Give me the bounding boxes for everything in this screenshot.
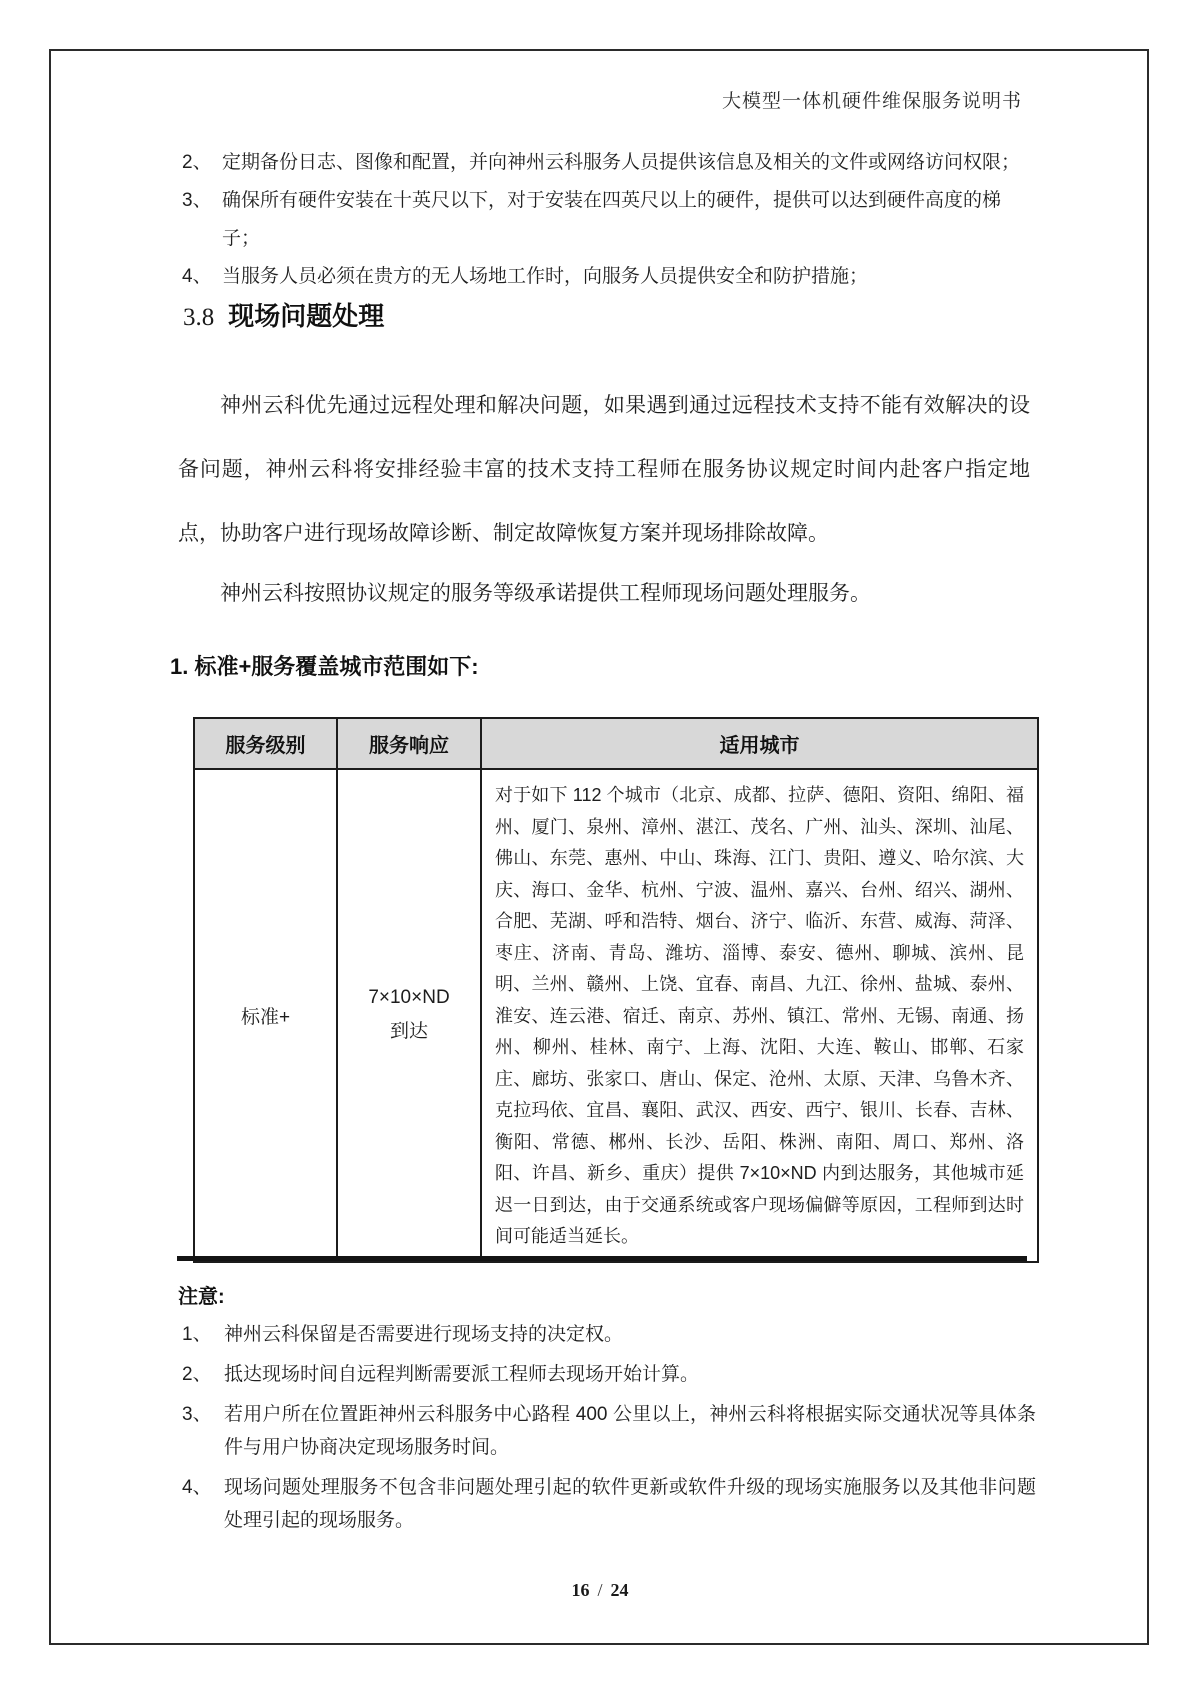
list-item <box>182 144 1032 182</box>
note-number: 1、 <box>182 1324 212 1345</box>
response-line: 到达 <box>389 1021 428 1043</box>
table-row <box>194 769 1038 1262</box>
list-item <box>182 258 1032 296</box>
section-title: 现场问题处理 <box>228 301 385 331</box>
response-line: 7×10×ND <box>368 987 450 1009</box>
list-item-number: 3、 <box>182 190 212 211</box>
service-coverage-table <box>193 717 1039 1263</box>
current-page-number: 16 <box>571 1580 590 1600</box>
section-divider <box>177 1256 1027 1261</box>
page-footer <box>0 1580 1200 1601</box>
list-item-text: 定期备份日志、图像和配置，并向神州云科服务人员提供该信息及相关的文件或网络访问权限； <box>222 152 1021 173</box>
list-item <box>182 182 1032 258</box>
note-text: 若用户所在位置距神州云科服务中心路程 400 公里以上，神州云科将根据实际交通状况等具体条件与用户协商决定现场服务时间。 <box>224 1404 1036 1458</box>
list-item-text: 当服务人员必须在贵方的无人场地工作时，向服务人员提供安全和防护措施； <box>222 266 869 287</box>
list-item-text: 确保所有硬件安装在十英尺以下，对于安装在四英尺以上的硬件，提供可以达到硬件高度的梯子； <box>222 190 1002 249</box>
header-title: 大模型一体机硬件维保服务说明书 <box>721 91 1022 112</box>
column-header-applicable-cities: 适用城市 <box>481 718 1038 769</box>
notes-list <box>182 1318 1036 1544</box>
note-item <box>182 1398 1036 1464</box>
list-item-number: 4、 <box>182 266 212 287</box>
note-item <box>182 1471 1036 1537</box>
note-text: 神州云科保留是否需要进行现场支持的决定权。 <box>224 1324 624 1345</box>
column-header-service-level: 服务级别 <box>194 718 337 769</box>
intro-list <box>182 144 1032 296</box>
note-item <box>182 1318 1036 1351</box>
note-item <box>182 1358 1036 1391</box>
paragraph: 神州云科按照协议规定的服务等级承诺提供工程师现场问题处理服务。 <box>220 582 871 605</box>
service-level-cell: 标准+ <box>194 769 337 1262</box>
notes-label: 注意: <box>178 1286 225 1308</box>
table-header-row <box>194 718 1038 769</box>
page-separator: / <box>597 1580 603 1600</box>
paragraph: 神州云科优先通过远程处理和解决问题，如果遇到通过远程技术支持不能有效解决的设备问题，神州云科将安排经验丰富的技术支持工程师在服务协议规定时间内赴客户指定地点，协助客户进行现场故障诊断、制定故障恢复方案并现场排除故障。 <box>178 394 1030 545</box>
applicable-cities-cell: 对于如下 112 个城市（北京、成都、拉萨、德阳、资阳、绵阳、福州、厦门、泉州、漳州、湛江、茂名、广州、汕头、深圳、汕尾、佛山、东莞、惠州、中山、珠海、江门、贵阳、遵义、哈尔滨、大庆、海口、金华、杭州、宁波、温州、嘉兴、台州、绍兴、湖州、合肥、芜湖、呼和浩特、烟台、济宁、临沂、东营、威海、菏泽、枣庄、济南、青岛、潍坊、淄博、泰安、德州、聊城、滨州、昆明、兰州、赣州、上饶、宜春、南昌、九江、徐州、盐城、泰州、淮安、连云港、宿迁、南京、苏州、镇江、常州、无锡、南通、扬州、柳州、桂林、南宁、上海、沈阳、大连、鞍山、邯郸、石家庄、廊坊、张家口、唐山、保定、沧州、太原、天津、乌鲁木齐、克拉玛依、宜昌、襄阳、武汉、西安、西宁、银川、长春、吉林、衡阳、常德、郴州、长沙、岳阳、株洲、南阳、周口、郑州、洛阳、许昌、新乡、重庆）提供 7×10×ND 内到达服务，其他城市延迟一日到达，由于交通系统或客户现场偏僻等原因，工程师到达时间可能适当延长。 <box>481 769 1038 1262</box>
section-number: 3.8 <box>183 304 215 331</box>
column-header-service-response: 服务响应 <box>337 718 481 769</box>
section-heading <box>183 296 384 333</box>
total-page-count: 24 <box>610 1580 629 1600</box>
note-text: 抵达现场时间自远程判断需要派工程师去现场开始计算。 <box>224 1364 700 1385</box>
table-caption-heading: 1. 标准+服务覆盖城市范围如下: <box>170 654 479 679</box>
note-text: 现场问题处理服务不包含非问题处理引起的软件更新或软件升级的现场实施服务以及其他非问题处理引起的现场服务。 <box>224 1477 1036 1531</box>
service-response-cell <box>337 769 481 1262</box>
note-number: 2、 <box>182 1364 212 1385</box>
note-number: 3、 <box>182 1404 212 1425</box>
list-item-number: 2、 <box>182 152 212 173</box>
note-number: 4、 <box>182 1477 212 1498</box>
